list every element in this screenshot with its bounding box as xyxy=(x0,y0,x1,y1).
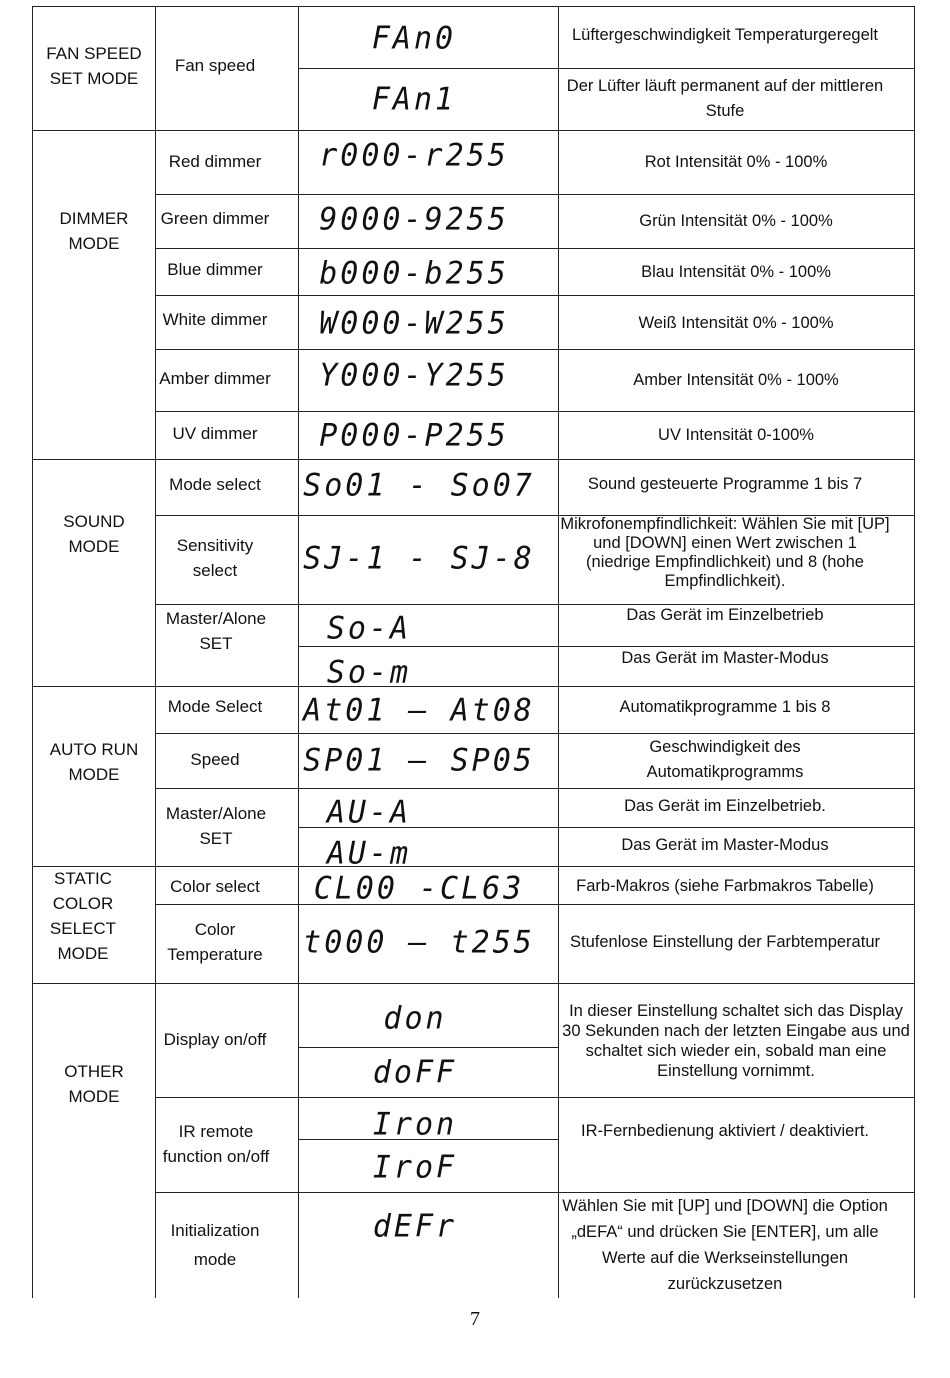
description-text: Das Gerät im Einzelbetrieb xyxy=(626,606,824,624)
display-code: IroF xyxy=(372,1148,458,1186)
display-code: AU-m xyxy=(326,834,412,872)
display-code: doFF xyxy=(372,1053,458,1091)
row-divider xyxy=(155,295,915,296)
function-sound-master-alone: Master/Alone SET xyxy=(165,609,267,653)
display-code: So-A xyxy=(326,609,412,647)
display-code: CL00 -CL63 xyxy=(313,869,525,907)
row-divider xyxy=(155,248,915,249)
display-code: SP01 — SP05 xyxy=(303,741,535,779)
section-divider-sound xyxy=(32,686,915,687)
description-text: Amber Intensität 0% - 100% xyxy=(633,371,839,389)
row-divider xyxy=(298,68,915,69)
description-text: Sound gesteuerte Programme 1 bis 7 xyxy=(587,475,863,493)
display-code: P000-P255 xyxy=(319,416,509,454)
function-blue-dimmer: Blue dimmer xyxy=(167,259,263,279)
function-ir-remote: IR remote function on/off xyxy=(162,1122,270,1166)
display-code: SJ-1 - SJ-8 xyxy=(303,539,535,577)
section-dimmer: DIMMER MODE xyxy=(59,209,129,253)
display-code: FAn1 xyxy=(371,80,457,118)
description-text: Das Gerät im Master-Modus xyxy=(621,649,829,667)
row-divider xyxy=(298,1047,558,1048)
function-fan-speed: Fan speed xyxy=(174,55,256,75)
description-text: Rot Intensität 0% - 100% xyxy=(644,153,828,171)
row-divider xyxy=(155,411,915,412)
column-divider-1 xyxy=(155,6,156,1298)
function-auto-master-alone: Master/Alone SET xyxy=(165,804,267,848)
table-border-left xyxy=(32,6,33,1298)
display-code: Y000-Y255 xyxy=(319,356,509,394)
description-text: Stufenlose Einstellung der Farbtemperatur xyxy=(569,933,880,951)
display-code: r000-r255 xyxy=(319,136,509,174)
page-number: 7 xyxy=(470,1308,480,1330)
function-white-dimmer: White dimmer xyxy=(162,309,268,329)
function-color-temperature: Color Temperature xyxy=(167,920,263,964)
description-text: Das Gerät im Master-Modus xyxy=(621,836,829,854)
display-code: don xyxy=(383,999,447,1037)
display-code: t000 — t255 xyxy=(303,923,535,961)
section-auto-run: AUTO RUN MODE xyxy=(49,740,139,784)
function-initialization-mode: Initialization mode xyxy=(170,1221,260,1269)
display-code: So01 - So07 xyxy=(303,466,535,504)
section-divider-fan xyxy=(32,130,915,131)
section-divider-dimmer xyxy=(32,459,915,460)
function-uv-dimmer: UV dimmer xyxy=(172,423,258,443)
description-text: Mikrofonempfindlichkeit: Wählen Sie mit [UP] und [DOWN] einen Wert zwischen 1 (niedrige Empfindlichkeit) und 8 (hohe Empfindlichkeit). xyxy=(560,515,890,590)
section-other: OTHER MODE xyxy=(64,1062,124,1106)
description-text: Farb-Makros (siehe Farbmakros Tabelle) xyxy=(576,877,874,895)
description-text: Lüftergeschwindigkeit Temperaturgeregelt xyxy=(571,26,879,44)
display-code: At01 — At08 xyxy=(303,691,535,729)
display-code: b000-b255 xyxy=(319,254,509,292)
row-divider xyxy=(155,349,915,350)
description-text: Wählen Sie mit [UP] und [DOWN] die Option „dEFA“ und drücken Sie [ENTER], um alle Werte auf die Werkseinstellungen zurückzusetzen xyxy=(562,1197,888,1293)
description-text: Geschwindigkeit des Automatikprogramms xyxy=(646,738,804,781)
description-text: Automatikprogramme 1 bis 8 xyxy=(619,698,831,716)
function-auto-mode-select: Mode Select xyxy=(167,696,263,716)
function-amber-dimmer: Amber dimmer xyxy=(159,368,271,388)
display-code: So-m xyxy=(326,653,412,691)
row-divider xyxy=(155,194,915,195)
function-sound-mode-select: Mode select xyxy=(169,474,261,494)
description-text: In dieser Einstellung schaltet sich das Display 30 Sekunden nach der letzten Eingabe aus und schaltet sich wieder ein, sobald man eine Einstellung vornimmt. xyxy=(562,1002,910,1080)
function-auto-speed: Speed xyxy=(190,749,240,769)
description-text: Grün Intensität 0% - 100% xyxy=(639,212,833,230)
row-divider xyxy=(155,788,915,789)
display-code: dEFr xyxy=(372,1207,458,1245)
description-text: Das Gerät im Einzelbetrieb. xyxy=(624,797,826,815)
function-sensitivity-select: Sensitivity select xyxy=(176,536,254,580)
description-text: Blau Intensität 0% - 100% xyxy=(641,263,831,281)
display-code: FAn0 xyxy=(371,19,457,57)
section-static-color: STATIC COLOR SELECT MODE xyxy=(49,869,117,963)
display-code: Iron xyxy=(372,1105,458,1143)
description-text: IR-Fernbedienung aktiviert / deaktiviert. xyxy=(581,1122,869,1140)
function-green-dimmer: Green dimmer xyxy=(160,208,270,228)
display-code: 9000-9255 xyxy=(319,200,509,238)
description-text: Der Lüfter läuft permanent auf der mittleren Stufe xyxy=(566,77,884,120)
description-text: UV Intensität 0-100% xyxy=(658,426,814,444)
table-border-right xyxy=(914,6,915,1298)
description-text: Weiß Intensität 0% - 100% xyxy=(638,314,834,332)
section-fan-speed: FAN SPEED SET MODE xyxy=(46,43,142,88)
row-divider xyxy=(155,1097,915,1098)
function-color-select: Color select xyxy=(170,876,260,896)
function-display-on-off: Display on/off xyxy=(163,1029,267,1049)
display-code: W000-W255 xyxy=(319,304,509,342)
section-divider-static xyxy=(32,983,915,984)
display-code: AU-A xyxy=(326,793,412,831)
section-sound: SOUND MODE xyxy=(63,512,125,556)
section-divider-auto xyxy=(32,866,915,867)
function-red-dimmer: Red dimmer xyxy=(168,151,262,171)
table-border-top xyxy=(32,6,915,7)
